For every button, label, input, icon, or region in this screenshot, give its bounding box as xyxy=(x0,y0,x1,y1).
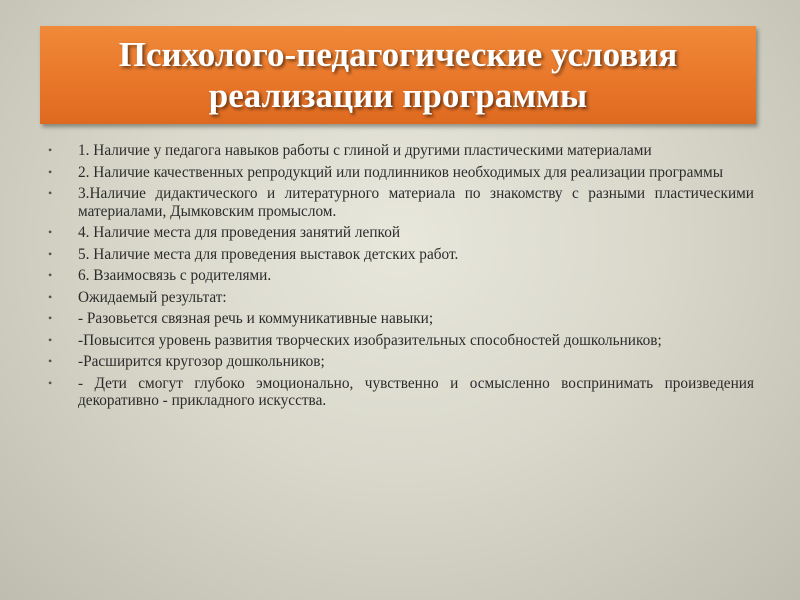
list-item-text: -Расширится кругозор дошкольников; xyxy=(78,353,325,370)
bullet-icon: • xyxy=(48,143,53,157)
bullet-icon: • xyxy=(48,225,53,239)
list-item-text: 6. Взаимосвязь с родителями. xyxy=(78,267,272,284)
bullet-icon: • xyxy=(48,354,53,368)
list-item xyxy=(48,353,754,371)
bullet-list xyxy=(48,142,754,410)
bullet-icon: • xyxy=(48,246,53,261)
list-item-text: 3.Наличие дидактического и литературного материала по знакомству с разными пластическими материалами, Дымковским промыслом. xyxy=(78,185,754,220)
bullet-icon: • xyxy=(48,268,53,282)
bullet-icon: • xyxy=(48,311,53,325)
list-item-text: - Дети смогут глубоко эмоционально, чувственно и осмысленно воспринимать произведения декоративно - прикладного искусства. xyxy=(78,374,754,409)
bullet-icon: • xyxy=(48,186,53,200)
list-item-text: 4. Наличие места для проведения занятий лепкой xyxy=(78,224,401,241)
list-item-text: -Повысится уровень развития творческих изобразительных способностей дошкольников; xyxy=(78,331,662,349)
bullet-icon: • xyxy=(48,164,53,179)
list-item xyxy=(48,332,754,350)
slide-title-banner xyxy=(40,26,756,124)
list-item-text: 1. Наличие у педагога навыков работы с глиной и другими пластическими материалами xyxy=(78,142,652,159)
list-item xyxy=(48,375,754,410)
list-item-text: Ожидаемый результат: xyxy=(78,288,227,306)
list-item xyxy=(48,310,754,328)
list-item xyxy=(48,246,754,264)
slide-title-line-1: Психолого-педагогические условия xyxy=(118,35,678,74)
list-item xyxy=(48,224,754,242)
list-item-text: 5. Наличие места для проведения выставок детских работ. xyxy=(78,245,459,263)
list-item xyxy=(48,267,754,285)
slide-body xyxy=(48,142,754,414)
list-item xyxy=(48,289,754,307)
list-item-text: - Разовьется связная речь и коммуникативные навыки; xyxy=(78,310,434,327)
list-item xyxy=(48,185,754,220)
list-item xyxy=(48,142,754,160)
bullet-icon: • xyxy=(48,289,53,304)
bullet-icon: • xyxy=(48,375,53,390)
list-item-text: 2. Наличие качественных репродукций или подлинников необходимых для реализации программы xyxy=(78,163,723,181)
list-item xyxy=(48,164,754,182)
slide-title-line-2: реализации программы xyxy=(208,76,588,115)
bullet-icon: • xyxy=(48,332,53,347)
